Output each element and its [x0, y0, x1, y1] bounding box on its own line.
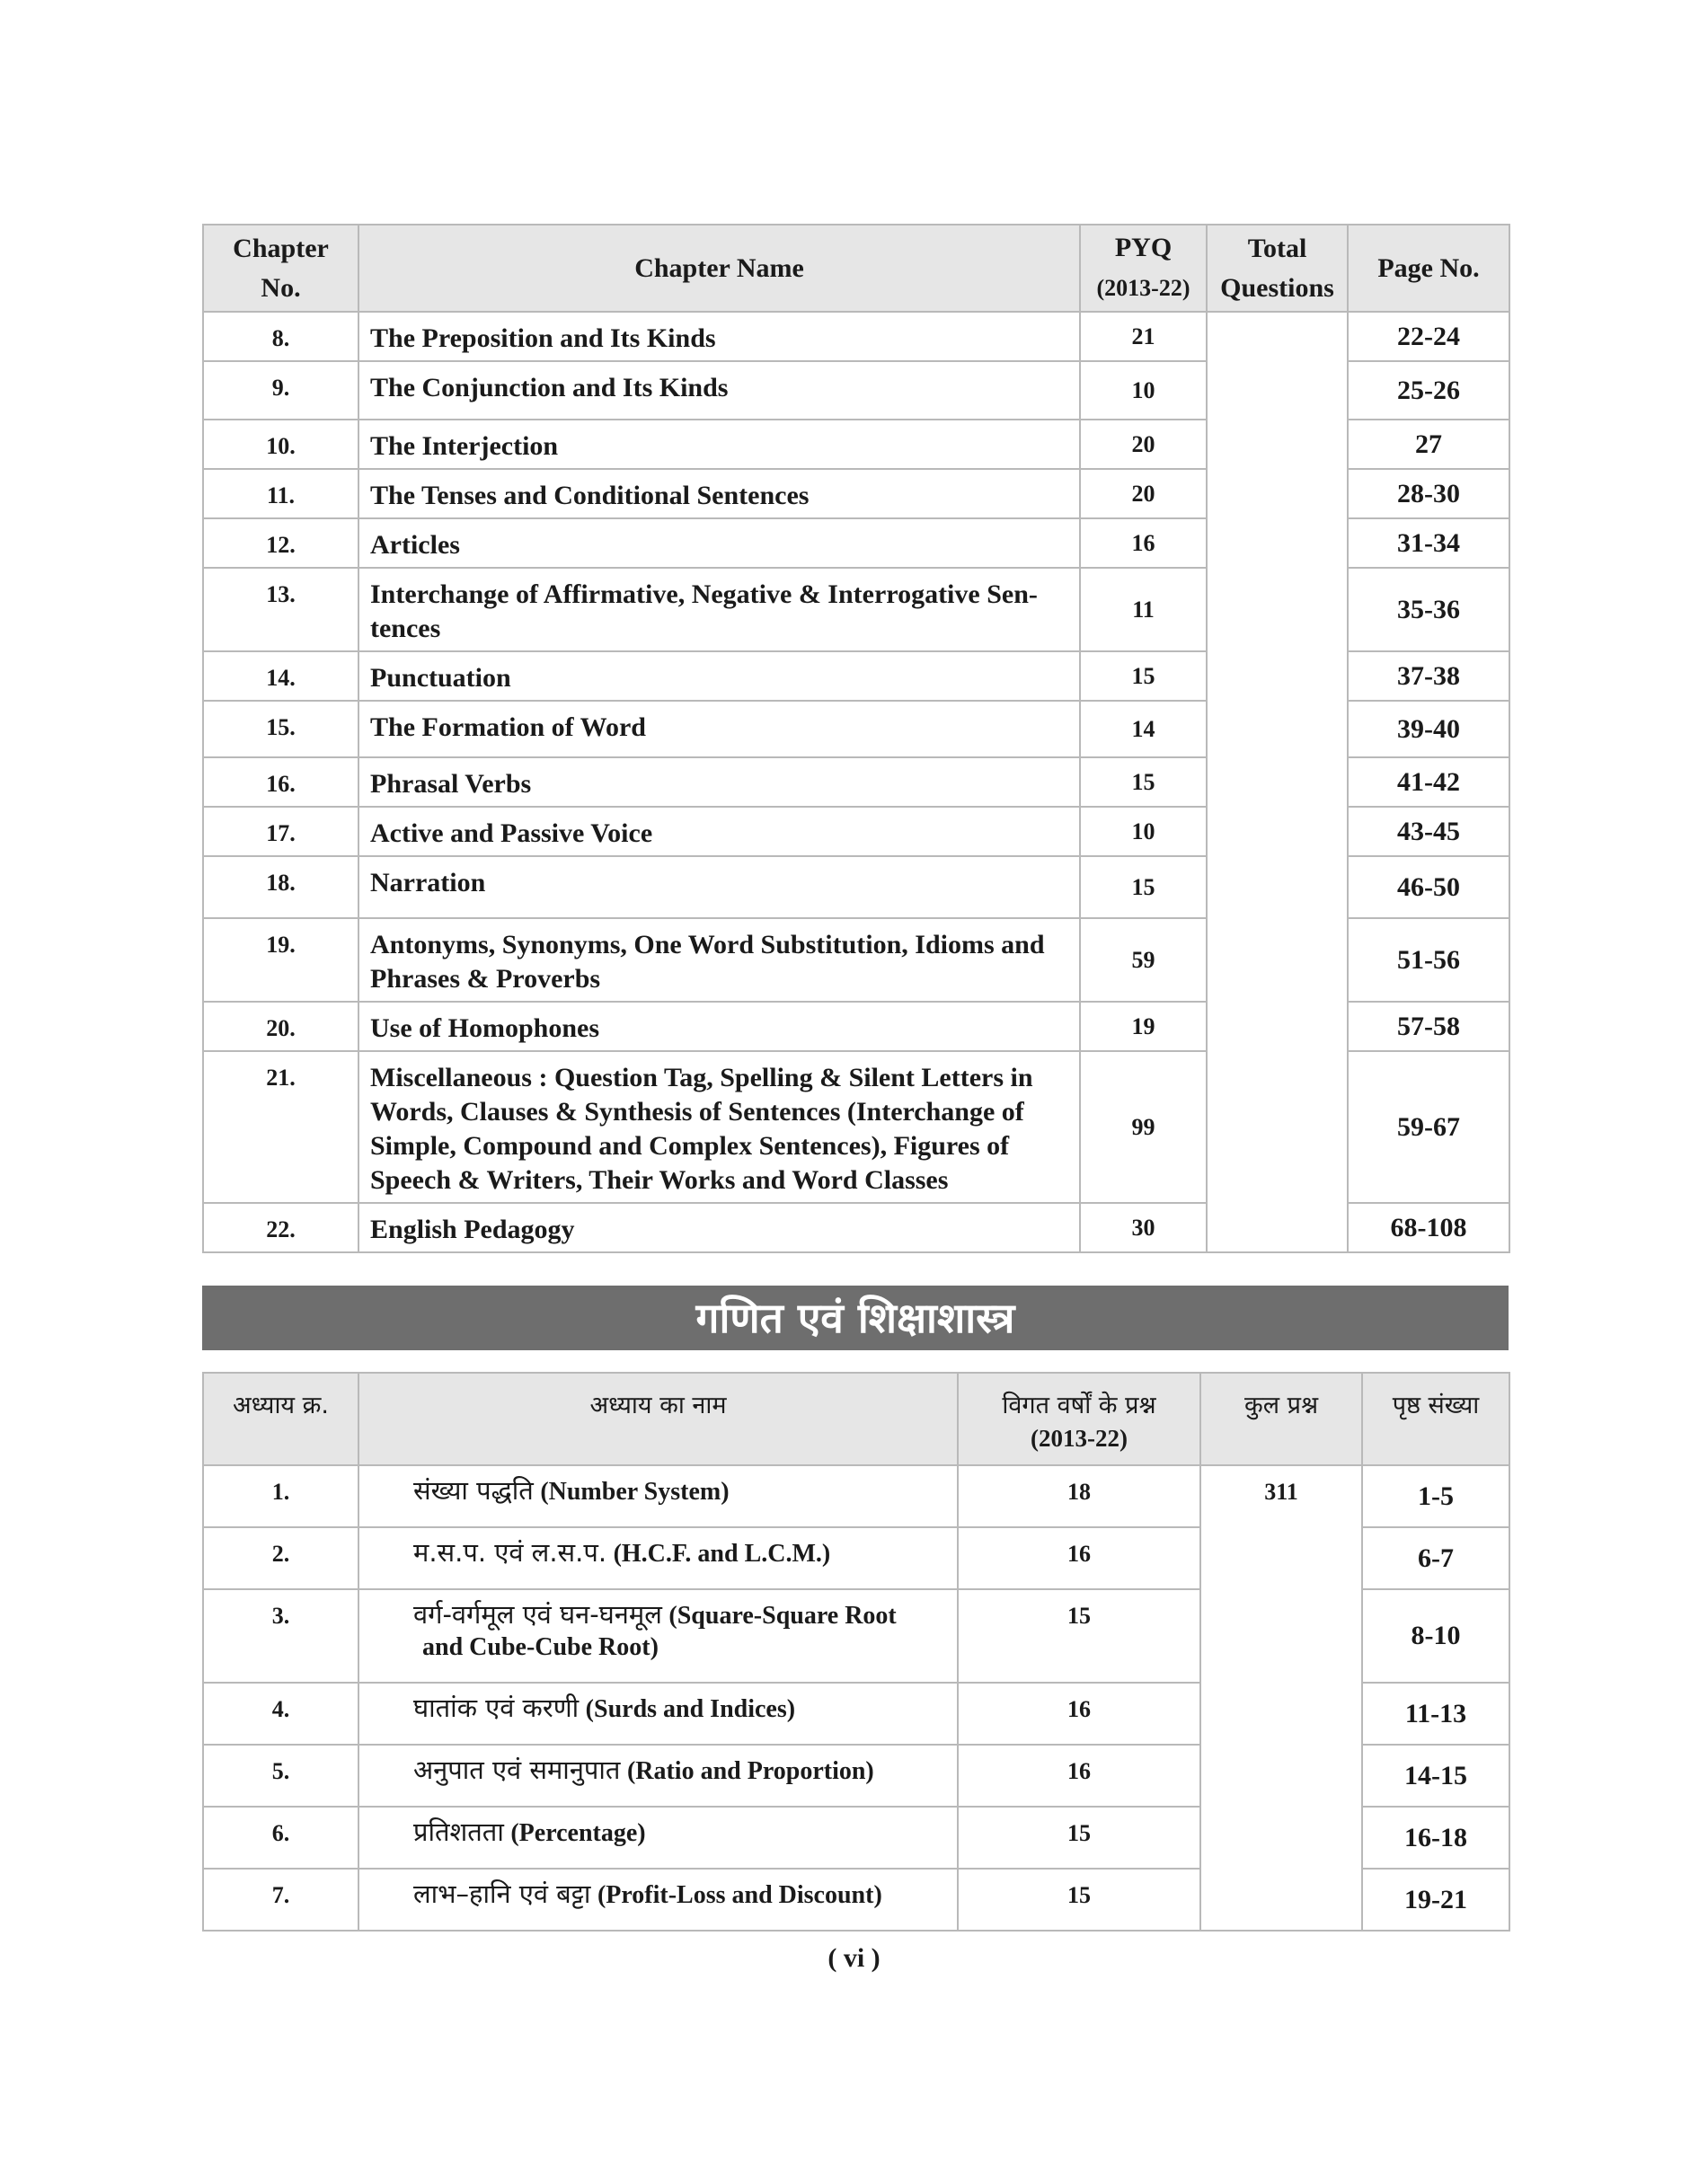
chapter-name-line: Narration: [370, 868, 486, 897]
chapter-name-line: Interchange of Affirmative, Negative & Interrogative Sen-: [370, 579, 1038, 609]
chapter-number: 16.: [203, 757, 358, 807]
chapter-number: 4.: [203, 1683, 358, 1745]
chapter-number: 5.: [203, 1745, 358, 1807]
pyq-count: 15: [1080, 757, 1207, 807]
english-contents-table: [202, 224, 1510, 1253]
chapter-name-line: Punctuation: [370, 663, 511, 693]
chapter-name: [358, 420, 1080, 469]
chapter-name-english: (H.C.F. and L.C.M.): [613, 1540, 831, 1568]
pyq-count: 15: [1080, 651, 1207, 701]
pyq-count: 11: [1080, 568, 1207, 651]
page-range: 28-30: [1348, 469, 1509, 518]
page-number: ( vi ): [827, 1943, 881, 1973]
pyq-count: 99: [1080, 1051, 1207, 1203]
chapter-number: 15.: [203, 701, 358, 757]
pyq-count: 15: [958, 1869, 1200, 1931]
page-range: 25-26: [1348, 361, 1509, 420]
header-pyq: विगत वर्षों के प्रश्न (2013-22): [958, 1373, 1200, 1465]
chapter-name-line: Use of Homophones: [370, 1013, 600, 1043]
chapter-name: [358, 518, 1080, 568]
chapter-number: 13.: [203, 568, 358, 651]
chapter-name-hindi: म.स.प. एवं ल.स.प.: [413, 1537, 607, 1568]
chapter-number: 19.: [203, 918, 358, 1002]
page-range: 46-50: [1348, 856, 1509, 918]
page-range: 59-67: [1348, 1051, 1509, 1203]
chapter-number: 14.: [203, 651, 358, 701]
page-range: 16-18: [1362, 1807, 1509, 1869]
pyq-count: 16: [958, 1745, 1200, 1807]
chapter-name: [358, 568, 1080, 651]
pyq-count: 19: [1080, 1002, 1207, 1051]
chapter-name: [358, 1869, 958, 1931]
chapter-name-hindi: घातांक एवं करणी: [413, 1693, 580, 1723]
chapter-name-line: The Formation of Word: [370, 712, 646, 742]
pyq-count: 59: [1080, 918, 1207, 1002]
header-total-questions: Total Questions: [1207, 225, 1348, 312]
chapter-name: [358, 1465, 958, 1527]
chapter-number: 3.: [203, 1589, 358, 1683]
header-page-no: पृष्ठ संख्या: [1362, 1373, 1509, 1465]
chapter-name-line: Articles: [370, 530, 460, 560]
chapter-name-line: The Interjection: [370, 431, 559, 461]
pyq-count: 20: [1080, 469, 1207, 518]
chapter-number: 7.: [203, 1869, 358, 1931]
chapter-name-line: tences: [370, 614, 441, 643]
pyq-count: 20: [1080, 420, 1207, 469]
chapter-number: 17.: [203, 807, 358, 856]
header-chapter-name: अध्याय का नाम: [358, 1373, 958, 1465]
pyq-count: 15: [958, 1589, 1200, 1683]
chapter-number: 21.: [203, 1051, 358, 1203]
chapter-name: [358, 807, 1080, 856]
table-header-row: [203, 225, 1509, 312]
chapter-number: 8.: [203, 312, 358, 361]
page-range: 37-38: [1348, 651, 1509, 701]
header-page-no: Page No.: [1348, 225, 1509, 312]
chapter-name-english: (Percentage): [510, 1819, 646, 1847]
pyq-count: 10: [1080, 361, 1207, 420]
chapter-name-line: Words, Clauses & Synthesis of Sentences (Interchange of: [370, 1097, 1024, 1127]
header-pyq: PYQ (2013-22): [1080, 225, 1207, 312]
chapter-name-line: Phrases & Proverbs: [370, 964, 601, 994]
chapter-name-hindi: अनुपात एवं समानुपात: [413, 1755, 621, 1785]
pyq-count: 14: [1080, 701, 1207, 757]
chapter-name-hindi: लाभ–हानि एवं बट्टा: [413, 1879, 591, 1909]
chapter-name-english-line2: and Cube-Cube Root): [422, 1633, 659, 1661]
chapter-number: 18.: [203, 856, 358, 918]
chapter-name: [358, 1807, 958, 1869]
chapter-name-line: The Conjunction and Its Kinds: [370, 373, 729, 402]
section-banner-maths: गणित एवं शिक्षाशास्त्र: [202, 1286, 1509, 1350]
chapter-name: [358, 312, 1080, 361]
chapter-name-line: Miscellaneous : Question Tag, Spelling & Silent Letters in: [370, 1063, 1033, 1092]
chapter-number: 1.: [203, 1465, 358, 1527]
table-header-row: [203, 1373, 1509, 1465]
table-row: [203, 1465, 1509, 1527]
page-range: 43-45: [1348, 807, 1509, 856]
pyq-count: 15: [958, 1807, 1200, 1869]
chapter-number: 11.: [203, 469, 358, 518]
chapter-name: [358, 757, 1080, 807]
chapter-name-line: Antonyms, Synonyms, One Word Substitution, Idioms and: [370, 930, 1045, 959]
header-chapter-no: Chapter No.: [203, 225, 358, 312]
chapter-number: 9.: [203, 361, 358, 420]
header-chapter-no: अध्याय क्र.: [203, 1373, 358, 1465]
chapter-name-english: (Ratio and Proportion): [626, 1757, 874, 1785]
pyq-count: 16: [958, 1527, 1200, 1589]
chapter-number: 6.: [203, 1807, 358, 1869]
chapter-name-line: The Tenses and Conditional Sentences: [370, 481, 810, 510]
chapter-name: [358, 651, 1080, 701]
chapter-name-line: Speech & Writers, Their Works and Word Classes: [370, 1165, 949, 1195]
pyq-count: 18: [958, 1465, 1200, 1527]
chapter-name-english: (Surds and Indices): [585, 1695, 796, 1723]
pyq-count: 15: [1080, 856, 1207, 918]
page-range: 35-36: [1348, 568, 1509, 651]
chapter-name-english: (Square-Square Root: [668, 1602, 897, 1630]
chapter-name-line: Phrasal Verbs: [370, 769, 532, 799]
page-range: 39-40: [1348, 701, 1509, 757]
chapter-number: 22.: [203, 1203, 358, 1252]
page-range: 51-56: [1348, 918, 1509, 1002]
page-range: 57-58: [1348, 1002, 1509, 1051]
chapter-name-hindi: वर्ग-वर्गमूल एवं घन-घनमूल: [413, 1599, 662, 1630]
chapter-name-line: English Pedagogy: [370, 1215, 575, 1244]
header-chapter-name: Chapter Name: [358, 225, 1080, 312]
page-range: 19-21: [1362, 1869, 1509, 1931]
chapter-name: [358, 1683, 958, 1745]
page-range: 1-5: [1362, 1465, 1509, 1527]
chapter-number: 2.: [203, 1527, 358, 1589]
chapter-name-line: Simple, Compound and Complex Sentences), Figures of: [370, 1131, 1010, 1161]
chapter-name: [358, 1589, 958, 1683]
chapter-number: 10.: [203, 420, 358, 469]
pyq-count: 30: [1080, 1203, 1207, 1252]
total-questions: 311: [1200, 1465, 1362, 1931]
header-total-questions: कुल प्रश्न: [1200, 1373, 1362, 1465]
table-row: [203, 312, 1509, 361]
pyq-count: 10: [1080, 807, 1207, 856]
chapter-name-hindi: प्रतिशतता: [413, 1817, 504, 1847]
chapter-name-line: The Preposition and Its Kinds: [370, 323, 716, 353]
page-range: 68-108: [1348, 1203, 1509, 1252]
page-range: 27: [1348, 420, 1509, 469]
pyq-count: 21: [1080, 312, 1207, 361]
page-range: 31-34: [1348, 518, 1509, 568]
chapter-name: [358, 361, 1080, 420]
chapter-name: [358, 856, 1080, 918]
page-range: 6-7: [1362, 1527, 1509, 1589]
chapter-number: 20.: [203, 1002, 358, 1051]
total-questions: [1207, 312, 1348, 1252]
pyq-count: 16: [1080, 518, 1207, 568]
page-range: 14-15: [1362, 1745, 1509, 1807]
chapter-name: [358, 469, 1080, 518]
chapter-name: [358, 918, 1080, 1002]
pyq-count: 16: [958, 1683, 1200, 1745]
page-range: 41-42: [1348, 757, 1509, 807]
chapter-name: [358, 1203, 1080, 1252]
chapter-name: [358, 1527, 958, 1589]
maths-contents-table: [202, 1372, 1510, 1932]
chapter-name-line: Active and Passive Voice: [370, 818, 653, 848]
chapter-name-english: (Profit-Loss and Discount): [597, 1881, 882, 1909]
chapter-name-hindi: संख्या पद्धति: [413, 1475, 534, 1506]
chapter-name: [358, 1051, 1080, 1203]
page-range: 8-10: [1362, 1589, 1509, 1683]
chapter-name: [358, 701, 1080, 757]
chapter-name-english: (Number System): [540, 1478, 730, 1506]
chapter-number: 12.: [203, 518, 358, 568]
chapter-name: [358, 1002, 1080, 1051]
page-range: 11-13: [1362, 1683, 1509, 1745]
page-range: 22-24: [1348, 312, 1509, 361]
chapter-name: [358, 1745, 958, 1807]
